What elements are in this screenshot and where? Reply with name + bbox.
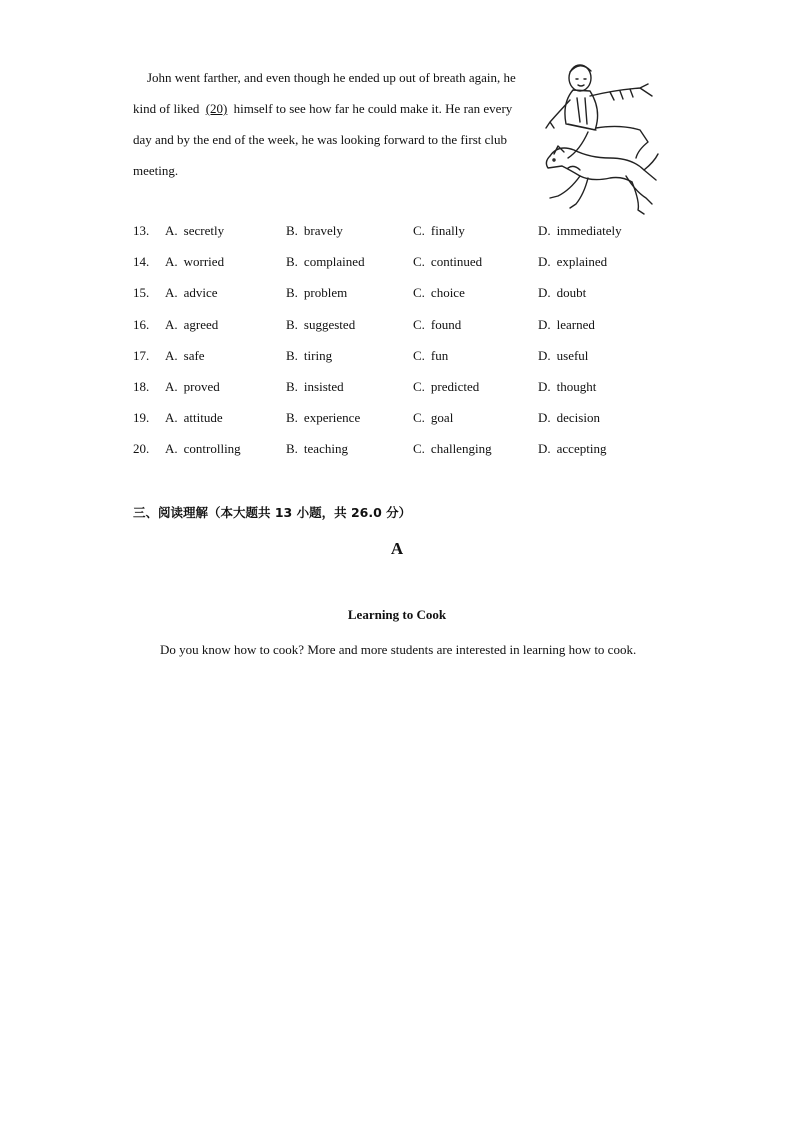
option-d (538, 223, 622, 239)
option-letter: D. (538, 441, 551, 457)
question-row-20 (133, 435, 693, 466)
question-number: 20. (133, 441, 150, 457)
question-row-18 (133, 373, 693, 404)
option-b (286, 254, 365, 270)
question-row-14 (133, 248, 693, 279)
option-text: doubt (556, 285, 587, 301)
option-a (165, 223, 224, 239)
option-text: learned (556, 316, 595, 332)
option-a (165, 317, 218, 333)
option-text: experience (303, 410, 361, 426)
option-c (413, 441, 492, 457)
option-text: suggested (303, 316, 356, 332)
option-c (413, 254, 482, 270)
passage-paragraph (133, 62, 533, 186)
option-letter: D. (538, 223, 551, 238)
option-text: accepting (556, 441, 607, 457)
option-letter: A. (165, 441, 178, 457)
option-letter: D. (538, 285, 551, 301)
question-number: 17. (133, 347, 150, 363)
option-letter: A. (165, 285, 178, 301)
option-letter: A. (165, 316, 178, 332)
option-text: bravely (303, 223, 343, 238)
option-c (413, 223, 465, 239)
option-d (538, 317, 595, 333)
option-letter: C. (413, 254, 425, 270)
option-text: teaching (303, 441, 348, 457)
option-text: finally (430, 223, 465, 238)
option-b (286, 317, 355, 333)
option-b (286, 379, 344, 395)
option-text: tiring (303, 347, 333, 363)
question-number: 18. (133, 378, 150, 394)
option-letter: D. (538, 410, 551, 426)
section-letter: A (390, 539, 404, 558)
option-text: thought (556, 378, 597, 394)
option-letter: D. (538, 316, 551, 332)
option-text: attitude (183, 410, 223, 426)
option-b (286, 441, 348, 457)
option-letter: A. (165, 223, 178, 238)
option-text: safe (183, 347, 205, 363)
option-letter: B. (286, 254, 298, 270)
option-text: useful (556, 347, 589, 363)
question-number: 15. (133, 285, 150, 301)
option-d (538, 348, 588, 364)
option-text: explained (556, 254, 608, 270)
article-body (133, 634, 645, 665)
option-text: decision (556, 410, 600, 426)
option-letter: C. (413, 378, 425, 394)
option-c (413, 348, 448, 364)
option-a (165, 254, 224, 270)
option-text: choice (430, 285, 465, 301)
option-text: secretly (183, 223, 225, 238)
option-text: immediately (556, 223, 622, 238)
question-row-19 (133, 404, 693, 435)
option-d (538, 254, 607, 270)
option-a (165, 285, 218, 301)
option-letter: B. (286, 347, 298, 363)
option-letter: C. (413, 316, 425, 332)
blank-20: (20) (205, 101, 228, 116)
option-text: insisted (303, 378, 344, 394)
option-letter: B. (286, 378, 298, 394)
question-row-16 (133, 311, 693, 342)
option-letter: A. (165, 347, 178, 363)
option-text: goal (430, 410, 454, 426)
option-text: proved (183, 378, 220, 394)
options-list (133, 217, 693, 467)
option-letter: A. (165, 378, 178, 394)
option-b (286, 410, 360, 426)
question-row-15 (133, 279, 693, 310)
option-c (413, 379, 479, 395)
option-text: found (430, 316, 462, 332)
cloze-passage (133, 62, 533, 186)
option-letter: D. (538, 254, 551, 270)
option-text: worried (183, 254, 225, 270)
option-letter: B. (286, 410, 298, 426)
option-d (538, 441, 606, 457)
article-paragraph: Do you know how to cook? More and more students are interested in learning how to cook. (160, 642, 637, 657)
option-letter: A. (165, 410, 178, 426)
option-a (165, 441, 241, 457)
option-letter: C. (413, 347, 425, 363)
option-d (538, 410, 600, 426)
option-c (413, 410, 453, 426)
question-number: 19. (133, 410, 150, 426)
option-letter: D. (538, 347, 551, 363)
option-b (286, 223, 343, 239)
option-c (413, 317, 461, 333)
option-text: controlling (183, 441, 241, 457)
question-row-13 (133, 217, 693, 248)
option-letter: B. (286, 223, 298, 238)
option-b (286, 348, 332, 364)
option-text: advice (183, 285, 218, 301)
option-letter: B. (286, 285, 298, 301)
boy-running-with-dog-icon (540, 58, 664, 218)
option-letter: A. (165, 254, 178, 270)
option-text: continued (430, 254, 483, 270)
option-letter: C. (413, 410, 425, 426)
option-d (538, 285, 586, 301)
option-letter: C. (413, 223, 425, 238)
question-number: 16. (133, 316, 150, 332)
option-text: problem (303, 285, 348, 301)
option-letter: C. (413, 441, 425, 457)
question-row-17 (133, 342, 693, 373)
option-letter: B. (286, 316, 298, 332)
option-letter: C. (413, 285, 425, 301)
question-number: 13. (133, 223, 150, 238)
question-number: 14. (133, 254, 150, 270)
option-c (413, 285, 465, 301)
option-text: predicted (430, 378, 480, 394)
option-a (165, 410, 223, 426)
article-title: Learning to Cook (347, 607, 447, 622)
option-text: fun (430, 347, 449, 363)
option-text: challenging (430, 441, 492, 457)
passage-text-1: John went farther, and even though he ended up out of breath again, he kind of liked (133, 70, 516, 116)
passage-text-2: himself to see how far he could make it. He ran every day and by the end of the week, he was looking forward to the first club meeting. (133, 101, 513, 178)
option-text: agreed (183, 316, 219, 332)
option-letter: D. (538, 378, 551, 394)
option-d (538, 379, 596, 395)
option-a (165, 379, 220, 395)
option-b (286, 285, 347, 301)
option-text: complained (303, 254, 365, 270)
option-letter: B. (286, 441, 298, 457)
option-a (165, 348, 205, 364)
section-title: 三、阅读理解（本大题共 13 小题，共 26.0 分） (133, 505, 412, 520)
